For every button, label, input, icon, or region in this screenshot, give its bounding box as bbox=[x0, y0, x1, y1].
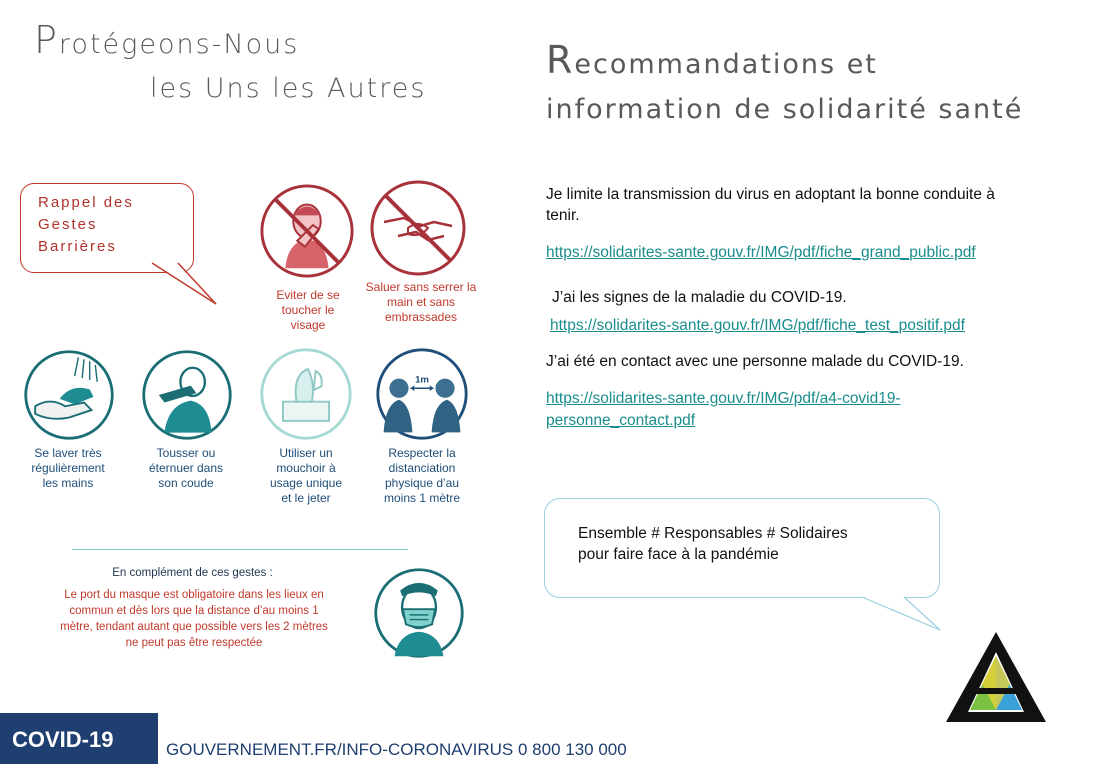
distance-icon bbox=[374, 346, 470, 442]
info-link-2[interactable]: https://solidarites-sante.gouv.fr/IMG/pdf/fiche_test_positif.pdf bbox=[550, 317, 965, 334]
cough-elbow-icon bbox=[140, 348, 234, 442]
right-title-line1: Recommandations et bbox=[546, 38, 878, 82]
complement-text: Le port du masque est obligatoire dans les lieux en commun et dès lors que la distance d’au moins 1 mètre, tendant autant que possible vers les 2 mètres ne peut pas être respectée bbox=[60, 589, 328, 649]
gesture-caption-wash: Se laver très régulièrement les mains bbox=[31, 446, 105, 490]
right-title-line2: information de solidarité santé bbox=[546, 94, 1024, 125]
info-link-3[interactable]: https://solidarites-sante.gouv.fr/IMG/pdf/a4-covid19-personne_contact.pdf bbox=[546, 390, 901, 429]
gesture-caption-handshake: Saluer sans serrer la main et sans embrassades bbox=[365, 280, 477, 324]
left-title-line2: les Uns les Autres bbox=[150, 73, 427, 104]
reminder-bubble-text: Rappel des Gestes Barrières bbox=[38, 194, 134, 255]
distance-badge: 1m bbox=[415, 374, 429, 386]
gesture-caption-tissue: Utiliser un mouchoir à usage unique et le jeter bbox=[269, 446, 343, 505]
face-mask-icon bbox=[372, 566, 466, 660]
left-title-line1: Protégeons-Nous bbox=[34, 18, 300, 62]
solidarity-bubble-text: Ensemble # Responsables # Solidaires pour faire face à la pandémie bbox=[578, 525, 848, 563]
footer-line: GOUVERNEMENT.FR/INFO-CORONAVIRUS 0 800 130 000 bbox=[166, 740, 627, 759]
hand-washing-icon bbox=[22, 348, 116, 442]
covid-badge: COVID-19 bbox=[0, 713, 158, 764]
gesture-caption-distance: Respecter la distanciation physique d’au moins 1 mètre bbox=[383, 446, 461, 505]
tissue-box-icon bbox=[258, 346, 354, 442]
solidarity-bubble-tail bbox=[860, 596, 944, 634]
info-text-3: J’ai été en contact avec une personne malade du COVID-19. bbox=[546, 353, 964, 370]
divider bbox=[72, 549, 408, 550]
no-face-touch-icon bbox=[258, 182, 356, 280]
info-link-1[interactable]: https://solidarites-sante.gouv.fr/IMG/pdf/fiche_grand_public.pdf bbox=[546, 244, 976, 261]
reminder-bubble-tail bbox=[150, 262, 220, 307]
info-text-2: J’ai les signes de la maladie du COVID-19. bbox=[552, 289, 847, 306]
no-handshake-icon bbox=[368, 178, 468, 278]
logo bbox=[936, 628, 1056, 728]
info-text-1: Je limite la transmission du virus en adoptant la bonne conduite à tenir. bbox=[546, 186, 995, 224]
gesture-caption-face: Eviter de se toucher le visage bbox=[276, 288, 340, 332]
complement-title: En complément de ces gestes : bbox=[112, 567, 273, 579]
gesture-caption-cough: Tousser ou éternuer dans son coude bbox=[148, 446, 224, 490]
